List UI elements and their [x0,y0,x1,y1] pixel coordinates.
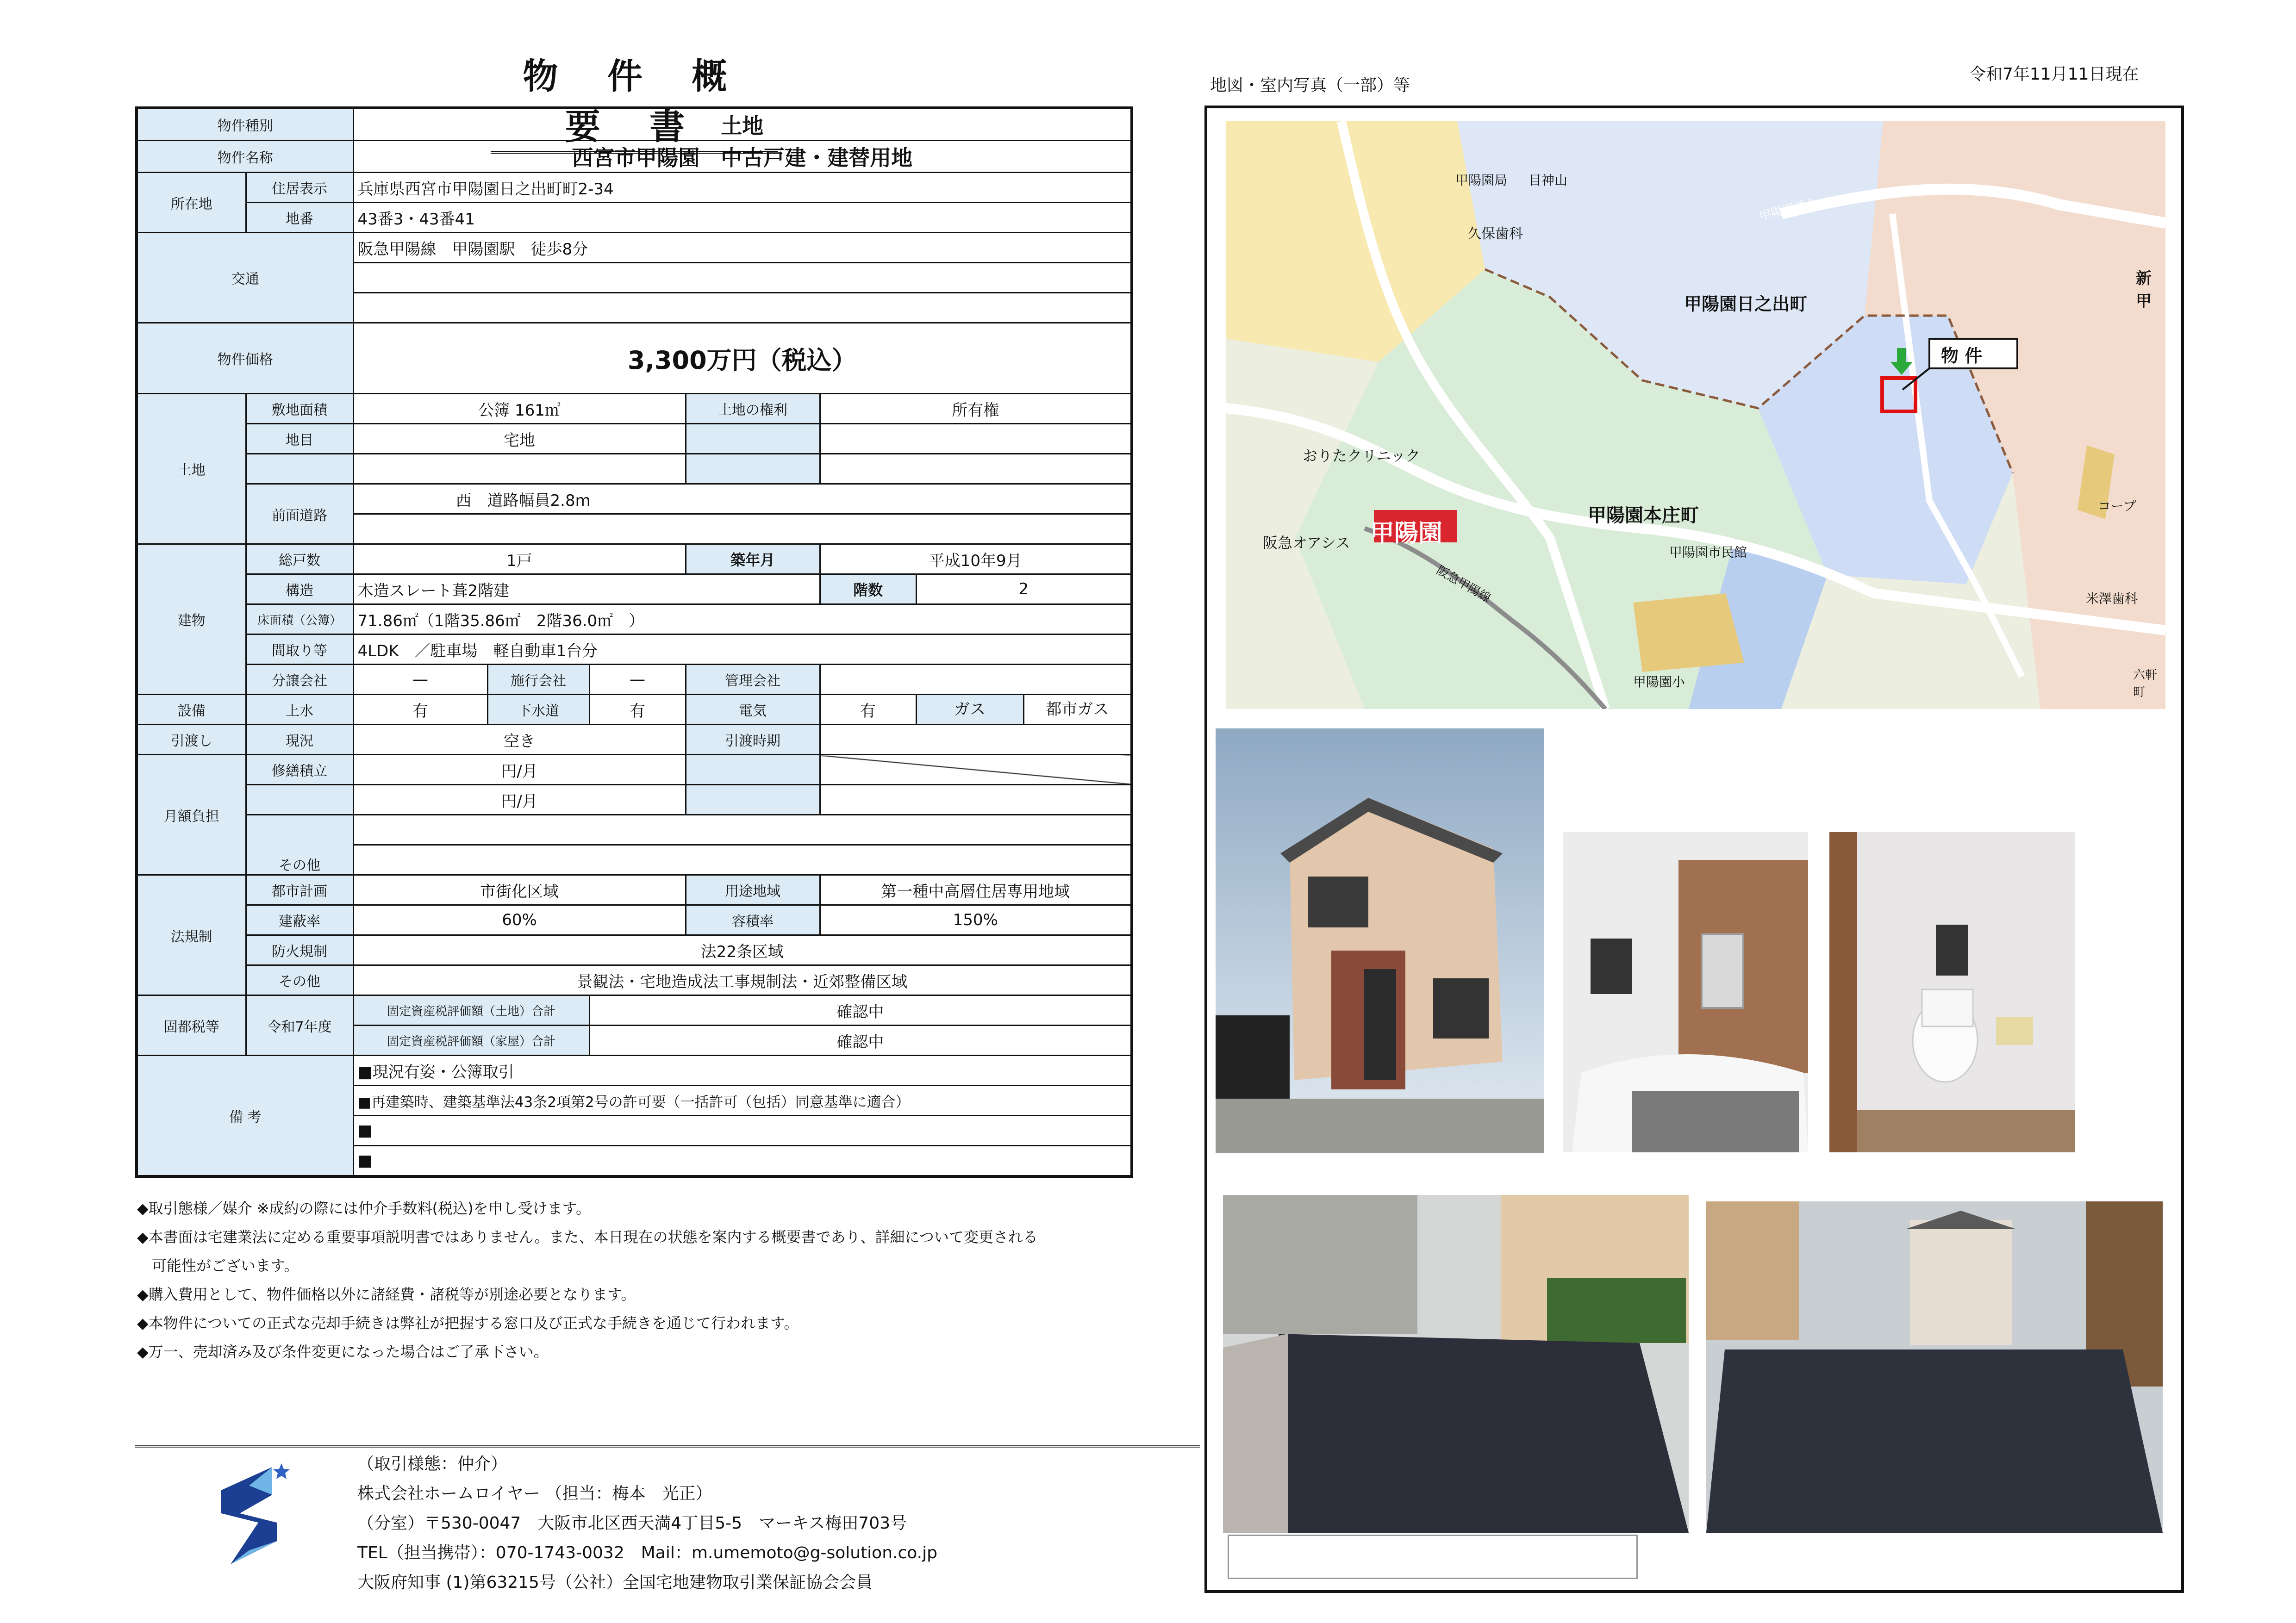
value-built: 平成10年9月 [820,544,1132,574]
label-current: 現況 [246,725,353,755]
label-tax-year: 令和7年度 [246,995,353,1056]
value-fire: 法22条区域 [353,935,1132,965]
company-line: TEL（担当携帯）：070-1743-0032 Mail：m.umemoto@g-solution.co.jp [357,1543,937,1562]
note-line: ◆本物件についての正式な売却手続きは弊社が把握する窓口及び正式な手続きを通じて行われます。 [137,1314,799,1332]
map-label-hinode: 甲陽園日之出町 [1684,294,1808,314]
label-gas: ガス [917,695,1024,724]
map-section-label: 地図・室内写真（一部）等 [1210,76,1410,95]
label-structure: 構造 [246,574,353,604]
map-label-shinko: 新甲 [2136,269,2152,311]
road-direction: 西 [455,491,472,510]
value-gas: 都市ガス [1046,700,1109,719]
struck-cell [820,755,1132,785]
label-facilities: 設備 [137,695,246,725]
empty-header-cell [246,454,353,484]
value-floor-area: 71.86㎡（1階35.86㎡ 2階36.0㎡ ） [353,604,1132,634]
note-line: 可能性がございます。 [137,1257,299,1275]
map-label-yonezawa: 米澤歯科 [2086,591,2138,606]
company-line: 大阪府知事 (1)第63215号（公社）全国宅地建物取引業保証協会会員 [357,1573,873,1592]
label-land-right: 土地の権利 [686,394,820,424]
remark-line: ■ [353,1146,1132,1177]
empty-cell [820,785,1132,815]
empty-header-cell [686,424,820,454]
empty-header-cell [686,454,820,484]
value-floors: 2 [916,574,1132,604]
map-label-school: 甲陽園小 [1633,674,1685,690]
label-handover-time: 引渡時期 [686,725,820,755]
label-tax-land: 固定資産税評価額（土地）合計 [353,995,589,1026]
map-label-station: 甲陽園 [1370,520,1443,547]
note-line: ◆購入費用として、物件価格以外に諸経費・諸税等が別途必要となります。 [137,1286,636,1303]
map-label-property: 物 件 [1941,346,1983,366]
value-current: 空き [353,725,686,755]
value-transport: 阪急甲陽線 甲陽園駅 徒歩8分 [353,233,1132,263]
label-sewer: 下水道 [487,695,589,725]
value-sewer: 有 [589,695,686,725]
value-repair: 円/月 [353,755,686,785]
notes-block [137,1194,1155,1366]
label-lot-no: 地番 [246,203,353,233]
bathroom-photo [1563,832,1808,1152]
map-label-coop: コープ [2098,498,2136,514]
label-tax-house: 固定資産税評価額（家屋）合計 [353,1026,589,1056]
road-blank-row [353,514,1132,544]
label-layout: 間取り等 [246,634,353,665]
empty-cell [353,454,686,484]
remark-line: ■ [353,1116,1132,1146]
value-name: 西宮市甲陽園 中古戸建・建替用地 [353,141,1132,173]
value-price: 3,300万円（税込） [353,323,1132,394]
map-label-civic-hall: 甲陽園市民館 [1669,545,1747,560]
label-floor-area: 床面積（公簿） [246,604,353,634]
label-monthly: 月額負担 [137,755,246,875]
footer-divider [135,1445,1200,1448]
value-structure: 木造スレート葺2階建 [353,574,820,604]
value-total-units: 1戸 [353,544,686,574]
empty-header-cell [686,755,820,785]
value-land-right: 所有権 [820,394,1132,424]
label-manager: 管理会社 [686,665,820,695]
label-total-units: 総戸数 [246,544,353,574]
road-width: 道路幅員2.8m [487,491,591,510]
note-line: ◆本書面は宅建業法に定める重要事項説明書ではありません。また、本日現在の状態を案内する概要書であり、詳細について変更される [137,1228,1038,1246]
value-electricity: 有 [820,695,916,725]
label-price: 物件価格 [137,323,353,394]
map-label-mejinyama: 目神山 [1529,173,1568,188]
company-info [357,1449,937,1598]
value-coverage: 60% [353,905,686,935]
value-seller: — [353,665,487,695]
label-location: 所在地 [137,173,246,233]
label-handover: 引渡し [137,725,246,755]
label-coverage: 建蔽率 [246,905,353,935]
location-map [1226,121,2165,709]
map-label-line: 阪急甲陽線 [1434,563,1493,606]
label-remarks: 備 考 [137,1056,353,1177]
property-summary-table [135,106,1133,1178]
empty-header-cell [246,785,353,815]
vacant-lot-photo-2 [1706,1201,2163,1533]
remark-line: ■再建築時、建築基準法43条2項第2号の許可要（一括許可（包括）同意基準に適合） [353,1086,1132,1116]
empty-cell [353,845,1132,875]
empty-cell [820,454,1132,484]
document-title: 物 件 概 要 書 [491,48,778,154]
value-address: 兵庫県西宮市甲陽園日之出町町2-34 [353,173,1132,203]
value-site-area: 公簿 161㎡ [353,394,686,424]
label-land: 土地 [137,394,246,544]
label-transport: 交通 [137,233,353,323]
label-zoning: 用途地域 [686,875,820,905]
label-repair: 修繕積立 [246,755,353,785]
label-city-plan: 都市計画 [246,875,353,905]
value-layout: 4LDK ／駐車場 軽自動車1台分 [353,634,1132,665]
label-land-category: 地目 [246,424,353,454]
remark-line: ■現況有姿・公簿取引 [353,1056,1132,1086]
value-builder: — [589,665,686,695]
label-address-display: 住居表示 [246,173,353,203]
label-fire: 防火規制 [246,935,353,965]
map-label-dental: 久保歯科 [1467,226,1523,242]
value-lot-no: 43番3・43番41 [353,203,1132,233]
map-label-post: 甲陽園局 [1455,173,1508,188]
value-land-category: 宅地 [353,424,686,454]
note-line: ◆取引態様／媒介 ※成約の際には仲介手数料(税込)を申し受けます。 [137,1200,591,1217]
as-of-date: 令和7年11月11日現在 [1969,65,2139,84]
label-other-monthly: その他 [246,815,353,875]
label-other-reg: その他 [246,965,353,995]
label-water: 上水 [246,695,353,725]
note-line: ◆万一、売却済み及び条件変更になった場合はご了承下さい。 [137,1343,549,1361]
value-type: 土地 [353,108,1132,141]
company-line: （分室）〒530-0047 大阪市北区西天満4丁目5-5 マーキス梅田703号 [357,1514,907,1533]
company-logo [203,1458,295,1573]
map-label-honjo: 甲陽園本庄町 [1588,505,1699,526]
empty-cell [353,815,1132,845]
value-front-road [353,484,1132,514]
empty-cell [820,424,1132,454]
label-regulation: 法規制 [137,875,246,995]
toilet-photo [1829,832,2075,1152]
label-type: 物件種別 [137,108,353,141]
value-far: 150% [820,905,1132,935]
company-line: 株式会社ホームロイヤー （担当：梅本 光正） [357,1484,712,1503]
photo-caption-box [1228,1535,1638,1579]
value-repair-2: 円/月 [353,785,686,815]
map-drawing [1226,121,2165,709]
map-label-street: 甲陽園通り [1757,195,1820,224]
map-label-rokkenmachi: 六軒町 [2133,668,2158,699]
vacant-lot-photo-1 [1223,1195,1689,1533]
label-floors: 階数 [820,574,916,604]
label-site-area: 敷地面積 [246,394,353,424]
value-manager [820,665,1132,695]
value-water: 有 [353,695,487,725]
label-far: 容積率 [686,905,820,935]
label-electricity: 電気 [686,695,820,725]
map-label-oasis: 阪急オアシス [1263,534,1350,552]
transport-blank-row [353,263,1132,293]
label-name: 物件名称 [137,141,353,173]
label-front-road: 前面道路 [246,484,353,544]
empty-header-cell [686,785,820,815]
value-other-reg: 景観法・宅地造成法工事規制法・近郊整備区域 [353,965,1132,995]
map-label-clinic: おりたクリニック [1303,447,1421,465]
label-seller: 分譲会社 [246,665,353,695]
transport-blank-row [353,293,1132,323]
value-city-plan: 市街化区域 [353,875,686,905]
gas-cell [916,695,1132,725]
company-line: （取引様態：仲介） [357,1455,508,1474]
label-built: 築年月 [686,544,820,574]
label-building: 建物 [137,544,246,695]
value-tax-house: 確認中 [589,1026,1132,1056]
value-tax-land: 確認中 [589,995,1132,1026]
value-handover-time [820,725,1132,755]
label-tax: 固都税等 [137,995,246,1056]
value-zoning: 第一種中高層住居専用地域 [820,875,1132,905]
label-builder: 施行会社 [487,665,589,695]
house-exterior-photo [1216,728,1544,1153]
